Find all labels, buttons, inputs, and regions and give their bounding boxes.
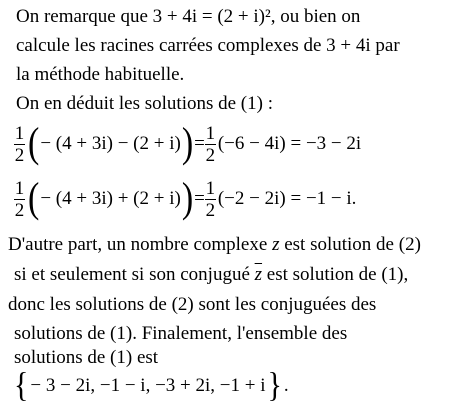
solution-set-content: − 3 − 2i, −1 − i, −3 + 2i, −1 + i — [30, 375, 266, 396]
text-line-10: solutions de (1). Finalement, l'ensemble des — [14, 323, 348, 344]
fraction-half — [14, 179, 25, 220]
line7-part-b: est solution de (2) — [279, 234, 421, 255]
brace-close: } — [267, 366, 282, 405]
frac-den: 2 — [205, 144, 216, 166]
eq1-inner: − (4 + 3i) − (2 + i) — [40, 133, 181, 154]
text-line-11: solutions de (1) est — [14, 347, 159, 368]
solution-set-end: . — [283, 375, 289, 396]
text-line-9: donc les solutions de (2) sont les conjuguées des — [8, 294, 377, 315]
text-line-4: On en déduit les solutions de (1) : — [16, 93, 273, 114]
eq2-inner: − (4 + 3i) + (2 + i) — [40, 188, 181, 209]
frac-num: 1 — [14, 177, 25, 199]
line7-part-a: D'autre part, un nombre complexe — [8, 234, 273, 255]
paren-close: ) — [181, 175, 194, 222]
frac-num: 1 — [14, 122, 25, 144]
fraction-half-rhs — [205, 179, 216, 220]
frac-num: 1 — [205, 177, 216, 199]
eq2-rest: (−2 − 2i) = −1 − i. — [217, 188, 357, 209]
solution-set — [12, 366, 289, 406]
paren-open: ( — [28, 175, 40, 222]
fraction-half-rhs — [205, 124, 216, 165]
variable-z: z — [272, 234, 280, 255]
conjugate-z: $\overline{z}$ — [254, 264, 263, 285]
text-line-8 — [14, 264, 408, 286]
paren-close: ) — [181, 120, 194, 167]
paren-open: ( — [28, 120, 40, 167]
equation-1 — [14, 120, 361, 168]
eq1-rest: (−6 − 4i) = −3 − 2i — [217, 133, 362, 154]
text-line-7 — [8, 234, 421, 256]
text-line-1: On remarque que 3 + 4i = (2 + i)², ou bien on — [16, 6, 361, 27]
eq1-equals: = — [194, 133, 205, 154]
equation-2 — [14, 175, 356, 223]
frac-den: 2 — [205, 199, 216, 221]
text-line-2: calcule les racines carrées complexes de 3 + 4i par — [16, 35, 400, 56]
frac-num: 1 — [205, 122, 216, 144]
line8-part-b: est solution de (1), — [262, 264, 409, 285]
brace-open: { — [14, 366, 29, 405]
frac-den: 2 — [14, 199, 25, 221]
text-line-3: la méthode habituelle. — [16, 64, 185, 85]
line8-part-a: si et seulement si son conjugué — [14, 264, 255, 285]
eq2-equals: = — [194, 188, 205, 209]
fraction-half — [14, 124, 25, 165]
frac-den: 2 — [14, 144, 25, 166]
